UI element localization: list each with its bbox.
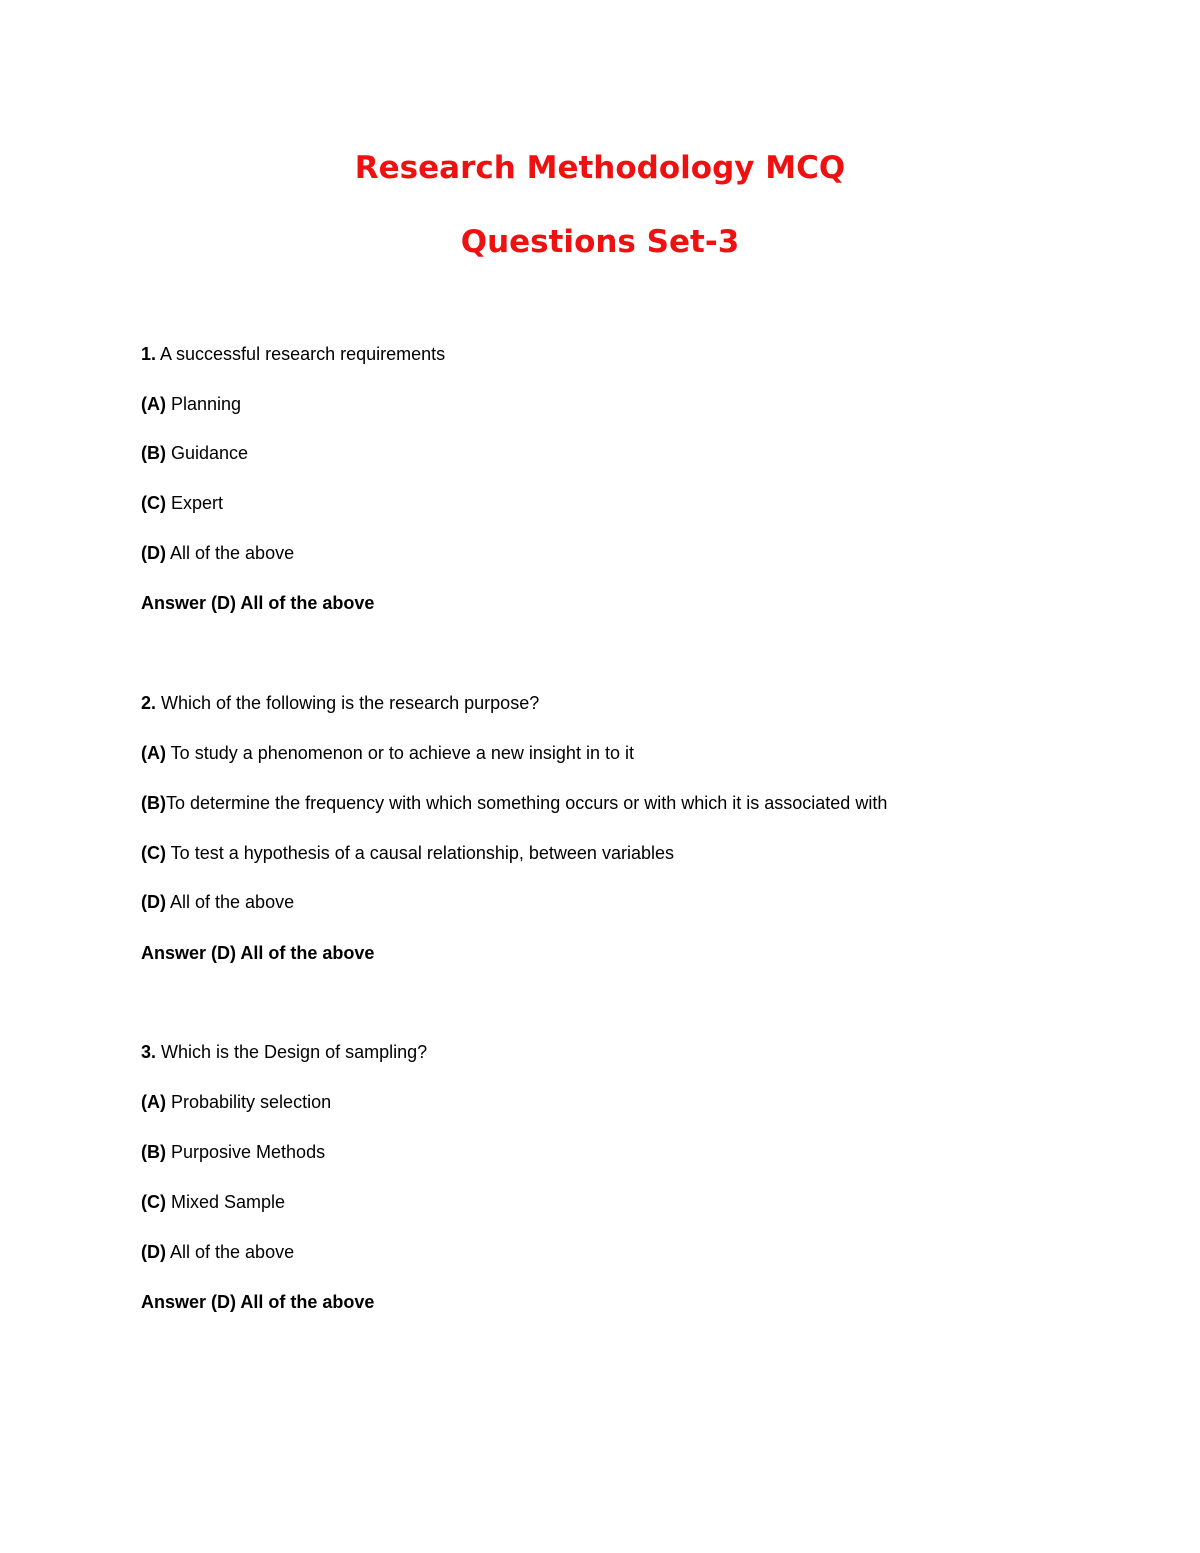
question-2-option-a xyxy=(141,741,634,765)
option-text: All of the above xyxy=(166,892,295,912)
option-key: (A) xyxy=(141,743,166,763)
option-key: (C) xyxy=(141,493,166,513)
question-3-option-b xyxy=(141,1140,325,1164)
option-text: All of the above xyxy=(166,543,295,563)
question-2-option-b xyxy=(141,791,887,815)
option-text: Purposive Methods xyxy=(166,1142,326,1162)
option-key: (B) xyxy=(141,793,166,813)
option-text: Probability selection xyxy=(166,1092,332,1112)
question-number: 2. xyxy=(141,693,157,713)
option-text: Mixed Sample xyxy=(166,1192,286,1212)
option-key: (D) xyxy=(141,892,166,912)
question-3-option-d xyxy=(141,1240,294,1264)
document-title: Research Methodology MCQ xyxy=(354,150,846,186)
option-key: (D) xyxy=(141,543,166,563)
question-1-answer: Answer (D) All of the above xyxy=(141,593,375,613)
question-number: 1. xyxy=(141,344,157,364)
question-1-option-d xyxy=(141,541,294,565)
option-key: (C) xyxy=(141,1192,166,1212)
question-3 xyxy=(141,1040,427,1064)
question-text: Which of the following is the research purpose? xyxy=(156,693,540,713)
question-2-answer: Answer (D) All of the above xyxy=(141,943,375,963)
question-3-answer: Answer (D) All of the above xyxy=(141,1292,375,1312)
option-key: (D) xyxy=(141,1242,166,1262)
option-text: Guidance xyxy=(166,443,249,463)
option-key: (B) xyxy=(141,443,166,463)
question-3-option-c xyxy=(141,1190,285,1214)
question-1-option-c xyxy=(141,491,223,515)
question-1 xyxy=(141,342,445,366)
question-number: 3. xyxy=(141,1042,157,1062)
question-1-option-b xyxy=(141,441,248,465)
option-text: To determine the frequency with which something occurs or with which it is associated with xyxy=(166,793,888,813)
option-key: (B) xyxy=(141,1142,166,1162)
question-text: Which is the Design of sampling? xyxy=(156,1042,428,1062)
option-text: To test a hypothesis of a causal relationship, between variables xyxy=(166,843,674,863)
question-text: A successful research requirements xyxy=(156,344,446,364)
question-1-option-a xyxy=(141,392,241,416)
option-text: All of the above xyxy=(166,1242,295,1262)
document-subtitle: Questions Set-3 xyxy=(460,224,740,260)
question-2 xyxy=(141,691,539,715)
question-2-option-c xyxy=(141,841,674,865)
option-key: (C) xyxy=(141,843,166,863)
question-2-option-d xyxy=(141,890,294,914)
option-text: To study a phenomenon or to achieve a new insight in to it xyxy=(166,743,634,763)
option-key: (A) xyxy=(141,1092,166,1112)
question-3-option-a xyxy=(141,1090,331,1114)
option-text: Planning xyxy=(166,394,242,414)
option-text: Expert xyxy=(166,493,224,513)
option-key: (A) xyxy=(141,394,166,414)
